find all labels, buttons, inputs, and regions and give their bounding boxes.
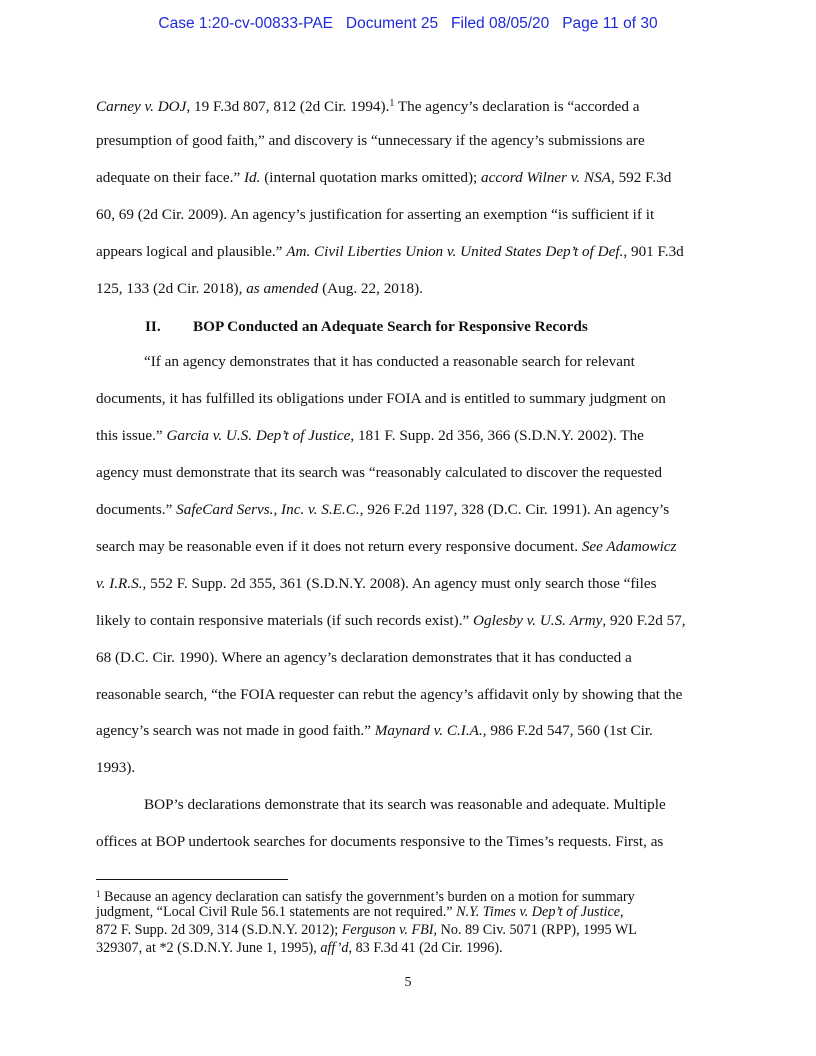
text-line: documents, it has fulfilled its obligations under FOIA and is entitled to summary judgment on	[96, 390, 666, 407]
footnote-line: judgment, “Local Civil Rule 56.1 statements are not required.” N.Y. Times v. Dep’t of Justice,	[96, 904, 624, 920]
footnote-marker: 1	[96, 889, 101, 899]
footnote-line: 872 F. Supp. 2d 309, 314 (S.D.N.Y. 2012); Ferguson v. FBI, No. 89 Civ. 5071 (RPP), 1995 WL	[96, 922, 637, 938]
section-title: BOP Conducted an Adequate Search for Responsive Records	[193, 318, 588, 335]
text-line: reasonable search, “the FOIA requester can rebut the agency’s affidavit only by showing that the	[96, 686, 683, 703]
text-line: presumption of good faith,” and discovery is “unnecessary if the agency’s submissions are	[96, 132, 645, 149]
footnote-ref: 1	[389, 98, 395, 109]
text-line: appears logical and plausible.” Am. Civil Liberties Union v. United States Dep’t of Def., 901 F.3d	[96, 243, 684, 260]
section-number: II.	[145, 318, 161, 335]
text-line: “If an agency demonstrates that it has conducted a reasonable search for relevant	[144, 353, 635, 370]
footnote-line: $^1$ Because an agency declaration can satisfy the government’s burden on a motion for summary	[96, 889, 635, 905]
text-line: documents.” SafeCard Servs., Inc. v. S.E.C., 926 F.2d 1197, 328 (D.C. Cir. 1991). An agency’s	[96, 501, 670, 518]
text-line: agency’s search was not made in good faith.” Maynard v. C.I.A., 986 F.2d 547, 560 (1st Cir.	[96, 722, 653, 739]
text-line: Carney v. DOJ, 19 F.3d 807, 812 (2d Cir. 1994).$^1$ The agency’s declaration is “accorded a	[96, 98, 640, 115]
text-line: 68 (D.C. Cir. 1990). Where an agency’s declaration demonstrates that it has conducted a	[96, 649, 632, 666]
footnote-line: 329307, at *2 (S.D.N.Y. June 1, 1995), aff’d, 83 F.3d 41 (2d Cir. 1996).	[96, 940, 503, 956]
text-line: likely to contain responsive materials (if such records exist).” Oglesby v. U.S. Army, 920 F.2d 57,	[96, 612, 686, 629]
text-line: BOP’s declarations demonstrate that its search was reasonable and adequate. Multiple	[144, 796, 666, 813]
text-line: this issue.” Garcia v. U.S. Dep’t of Justice, 181 F. Supp. 2d 356, 366 (S.D.N.Y. 2002). The	[96, 427, 644, 444]
text-line: adequate on their face.” Id. (internal quotation marks omitted); accord Wilner v. NSA, 592 F.3d	[96, 169, 672, 186]
case-header: Case 1:20-cv-00833-PAE Document 25 Filed 08/05/20 Page 11 of 30	[158, 15, 658, 32]
text-line: 1993).	[96, 759, 136, 776]
page-number: 5	[404, 975, 412, 990]
section-heading	[145, 318, 588, 336]
text-line: offices at BOP undertook searches for documents responsive to the Times’s requests. First, as	[96, 833, 664, 850]
text-line: 60, 69 (2d Cir. 2009). An agency’s justification for asserting an exemption “is sufficient if it	[96, 206, 655, 223]
text-line: search may be reasonable even if it does not return every responsive document. See Adamowicz	[96, 538, 677, 555]
footnote-separator	[96, 879, 288, 880]
text-line: agency must demonstrate that its search was “reasonably calculated to discover the requested	[96, 464, 662, 481]
text-line: v. I.R.S., 552 F. Supp. 2d 355, 361 (S.D.N.Y. 2008). An agency must only search those “files	[96, 575, 657, 592]
text-line: 125, 133 (2d Cir. 2018), as amended (Aug. 22, 2018).	[96, 280, 423, 297]
